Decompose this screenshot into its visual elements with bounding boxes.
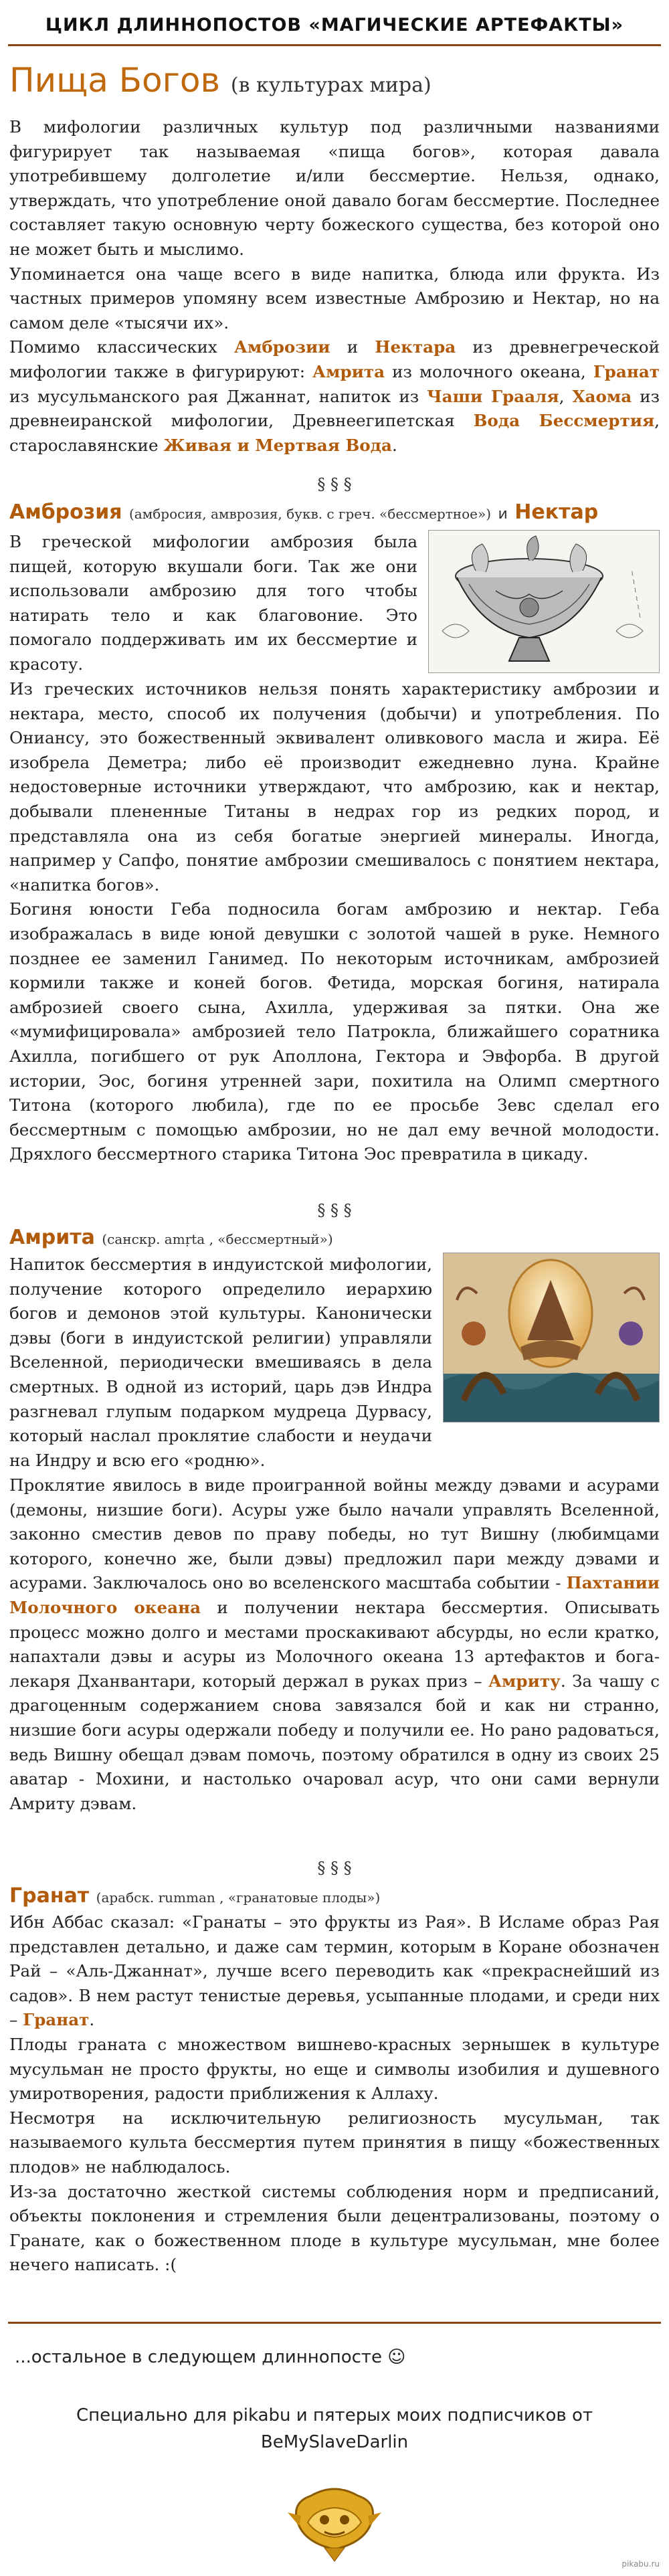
ambrosia-paragraph-1: В греческой мифологии амброзия была пищей, которую вкушали боги. Так же они использовали амброзию для того чтобы натирать тело и как благовоние. Это помогало поддерживать им их бессмертие и красоту. [9, 532, 417, 674]
credit-line-1: Специально для pikabu и пятерых моих подписчиков от [76, 2405, 593, 2425]
intro-paragraph-3: Помимо классических Амброзии и Нектара из древнегреческой мифологии также в фигурируют: Амрита из молочного океана, Гранат из мусульманского рая Джаннат, напиток из Чаши Грааля, Хаома из древнеиранской мифологии, Древнеегипетская Вода Бессмертия, старославянские Живая и Мертвая Вода. [9, 337, 660, 455]
intro-paragraph-2: Упоминается она чаще всего в виде напитка, блюда или фрукта. Из частных примеров упомяну всем известные Амброзию и Нектар, но на самом деле «тысячи их». [9, 264, 660, 333]
title-sub: (в культурах мира) [230, 74, 432, 97]
page-title [9, 61, 432, 100]
granat-paragraph-1: Ибн Аббас сказал: «Гранаты – это фрукты из Рая». В Исламе образ Рая представлен детально, и даже сам термин, которым в Коране обозначен Рай – «Аль-Джаннат», лучше всего переводить как «прекраснейший из садов». В нем растут тенистые деревья, усыпанные плодами, и среди них – Гранат. [9, 1912, 660, 2030]
series-header: ЦИКЛ ДЛИННОПОСТОВ «МАГИЧЕСКИЕ АРТЕФАКТЫ» [45, 15, 624, 35]
title-main: Пища Богов [9, 61, 220, 100]
footer-rule [8, 2322, 661, 2324]
golden-artifact-icon [284, 2476, 385, 2563]
amrita-paragraph-2: Проклятие явилось в виде проигранной войны между дэвами и асурами (демоны, низшие боги). Асуры уже было начали управлять Вселенной, законно сместив девов по праву победы, но тут Вишну (любимцами которого, конечно же, были дэвы) предложил пари между дэвами и асурами. Заключалось оно во вселенского масштаба событии - Пахтании Молочного океана и получении нектара бессмертия. Описывать процесс можно долго и местами проскакивают абсурды, но если кратко, напахтали дэвы и асуры из Молочного океана 13 артефактов и бога-лекаря Дханвантари, который держал в руках приз – Амриту. За чашу с драгоценным содержанием снова завязался бой и как ни странно, низшие боги асуры одержали победу и получили ее. Но рано радоваться, ведь Вишну обещал дэвам помочь, поэтому обратился в одну из своих 25 аватар - Мохини, и настолько очаровал асур, что они сами вернули Амриту дэвам. [9, 1475, 660, 1813]
granat-paragraph-4: Из-за достаточно жесткой системы соблюдения норм и предписаний, объекты поклонения и стремления были децентрализованы, поэтому о Гранате, как о божественном плоде в культуре мусульман, мне более нечего написать. :( [9, 2181, 660, 2275]
ambrosia-text-full [9, 677, 660, 1167]
ambrosia-text-wrapped [9, 530, 417, 677]
granat-paragraph-3: Несмотря на исключительную религиозность мусульман, так называемого культа бессмертия путем принятия в пищу «божественных плодов» не наблюдалось. [9, 2108, 660, 2177]
svg-text:~ ~ ~ ~ ~ ~: ~ ~ ~ ~ ~ ~ [628, 569, 645, 620]
intro-paragraph-1: В мифологии различных культур под различными названиями фигурирует так называемая «пища богов», которая давала употребившему долголетие и/или бессмертие. Нельзя, однако, утверждать, что употребление оной давало богам бессмертие. Последнее составляет такую основную черту божеского существа, без которой оно не может быть и мыслимо. [9, 117, 660, 259]
credit-line-2: BeMySlaveDarlin [260, 2432, 409, 2452]
header-rule [8, 44, 661, 46]
intro-section [9, 115, 660, 458]
granat-paragraph-2: Плоды граната с множеством вишнево-красных зернышек в культуре мусульман не просто фрукты, но еще и символы изобилия и душевного умиротворения, радости приближения к Аллаху. [9, 2034, 660, 2104]
ambrosia-paragraph-3: Богиня юности Геба подносила богам амброзию и нектар. Геба изображалась в виде юной девушки с золотой чашей в руке. Немного позднее ее заменил Ганимед. По некоторым источникам, амброзией кормили также и коней богов. Фетида, морская богиня, натирала амброзией своего сына, Ахилла, удерживая за пятки. Она же «мумифицировала» амброзией тело Патрокла, ближайшего соратника Ахилла, погибшего от рук Аполлона, Гектора и Эвфорба. В другой истории, Эос, богиня утренней зари, похитила на Олимп смертного Титона (которого любила), где по ее просьбе Зевс сделал его бессмертным с помощью амброзии, но не дал ему вечной молодости. Дряхлого бессмертного старика Титона Эос превратила в цикаду. [9, 899, 660, 1164]
ambrosia-heading: Амброзия (амбросия, амврозия, букв. с греч. «бессмертное») и Нектар [9, 500, 599, 524]
amrita-text-full [9, 1473, 660, 1816]
granat-heading: Гранат (арабск. rumman , «гранатовые плоды») [9, 1884, 381, 1908]
ambrosia-cup-illustration [428, 530, 660, 673]
ambrosia-paragraph-2: Из греческих источников нельзя понять характеристику амброзии и нектара, место, способ их получения (добычи) и употребления. По Ониансу, это божественный эквивалент оливкового масла и жира. Её изобрела Деметра; либо её производит ежедневно луна. Крайне недостоверные источники утверждают, что амброзию, как и нектар, добывали плененные Титаны в недрах гор из редких пород, и представляла она из себя богатые энергией минералы. Иногда, например у Сапфо, понятие амброзии смешивалось с понятием нектара, «напитка богов». [9, 679, 660, 895]
author-credit [0, 2402, 669, 2456]
watermark: pikabu.ru [622, 2559, 660, 2569]
continued-note: ...остальное в следующем длиннопосте ☺ [15, 2347, 406, 2367]
granat-section [9, 1910, 660, 2278]
section-separator: § § § [317, 475, 352, 494]
amrita-text-wrapped [9, 1253, 432, 1473]
section-separator: § § § [317, 1859, 352, 1877]
section-separator: § § § [317, 1201, 352, 1220]
amrita-heading: Амрита (санскр. amṛta , «бессмертный») [9, 1226, 333, 1249]
amrita-paragraph-1: Напиток бессмертия в индуистской мифологии, получение которого определило иерархию богов и демонов этой культуры. Канонически дэвы (боги в индуистской религии) управляли Вселенной, периодически вмешиваясь в дела смертных. В одной из историй, царь дэв Индра разгневал глупым подарком мудреца Дурвасу, который наслал проклятие слабости и неудачи на Индру и всю его «родню». [9, 1255, 432, 1470]
amrita-churning-illustration [443, 1253, 660, 1422]
